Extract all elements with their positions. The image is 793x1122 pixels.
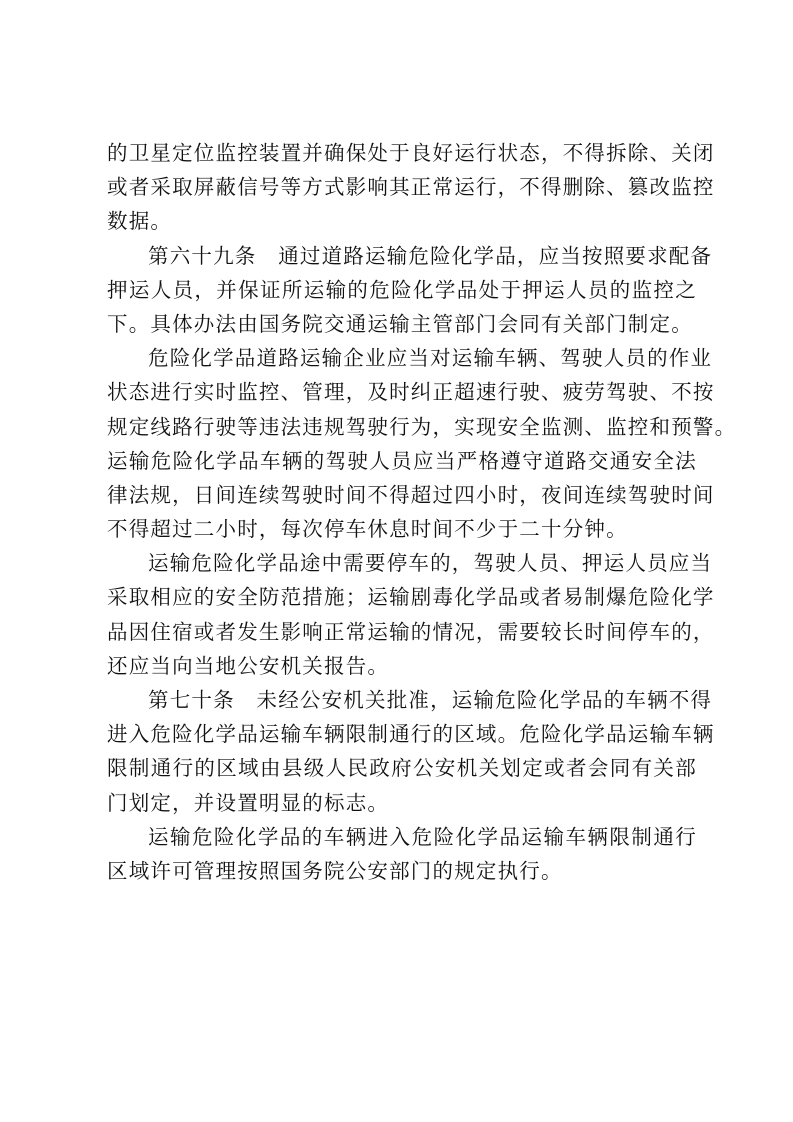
text-line: 或者采取屏蔽信号等方式影响其正常运行，不得删除、篡改监控 — [107, 175, 715, 200]
paragraph-start-line: 危险化学品道路运输企业应当对运输车辆、驾驶人员的作业 — [148, 346, 713, 371]
text-line: 押运人员，并保证所运输的危险化学品处于押运人员的监控之 — [107, 277, 697, 302]
text-line: 下。具体办法由国务院交通运输主管部门会同有关部门制定。 — [107, 311, 693, 336]
document-body — [107, 136, 737, 888]
text-line: 状态进行实时监控、管理，及时纠正超速行驶、疲劳驾驶、不按 — [107, 380, 715, 405]
text-line: 还应当向当地公安机关报告。 — [107, 653, 390, 678]
paragraph-start-line: 运输危险化学品途中需要停车的，驾驶人员、押运人员应当 — [148, 551, 713, 576]
text-line: 不得超过二小时，每次停车休息时间不少于二十分钟。 — [107, 517, 628, 542]
article-70-heading-line: 第七十条 未经公安机关批准，运输危险化学品的车辆不得 — [148, 688, 713, 712]
text-line: 区域许可管理按照国务院公安部门的规定执行。 — [107, 858, 563, 883]
text-line: 限制通行的区域由县级人民政府公安机关划定或者会同有关部 — [107, 756, 697, 781]
text-line: 数据。 — [107, 209, 173, 234]
text-line: 进入危险化学品运输车辆限制通行的区域。危险化学品运输车辆 — [107, 722, 715, 747]
text-line: 采取相应的安全防范措施；运输剧毒化学品或者易制爆危险化学 — [107, 585, 715, 610]
text-line: 律法规，日间连续驾驶时间不得超过四小时，夜间连续驾驶时间 — [107, 482, 715, 507]
text-line: 门划定，并设置明显的标志。 — [107, 790, 390, 815]
text-line: 规定线路行驶等违法违规驾驶行为，实现安全监测、监控和预警。 — [107, 414, 737, 439]
text-line: 品因住宿或者发生影响正常运输的情况，需要较长时间停车的， — [107, 619, 715, 644]
paragraph-start-line: 运输危险化学品的车辆进入危险化学品运输车辆限制通行 — [148, 824, 697, 849]
text-line: 的卫星定位监控装置并确保处于良好运行状态，不得拆除、关闭 — [107, 141, 715, 165]
article-69-heading-line: 第六十九条 通过道路运输危险化学品，应当按照要求配备 — [148, 243, 713, 268]
text-line: 运输危险化学品车辆的驾驶人员应当严格遵守道路交通安全法 — [107, 448, 697, 473]
